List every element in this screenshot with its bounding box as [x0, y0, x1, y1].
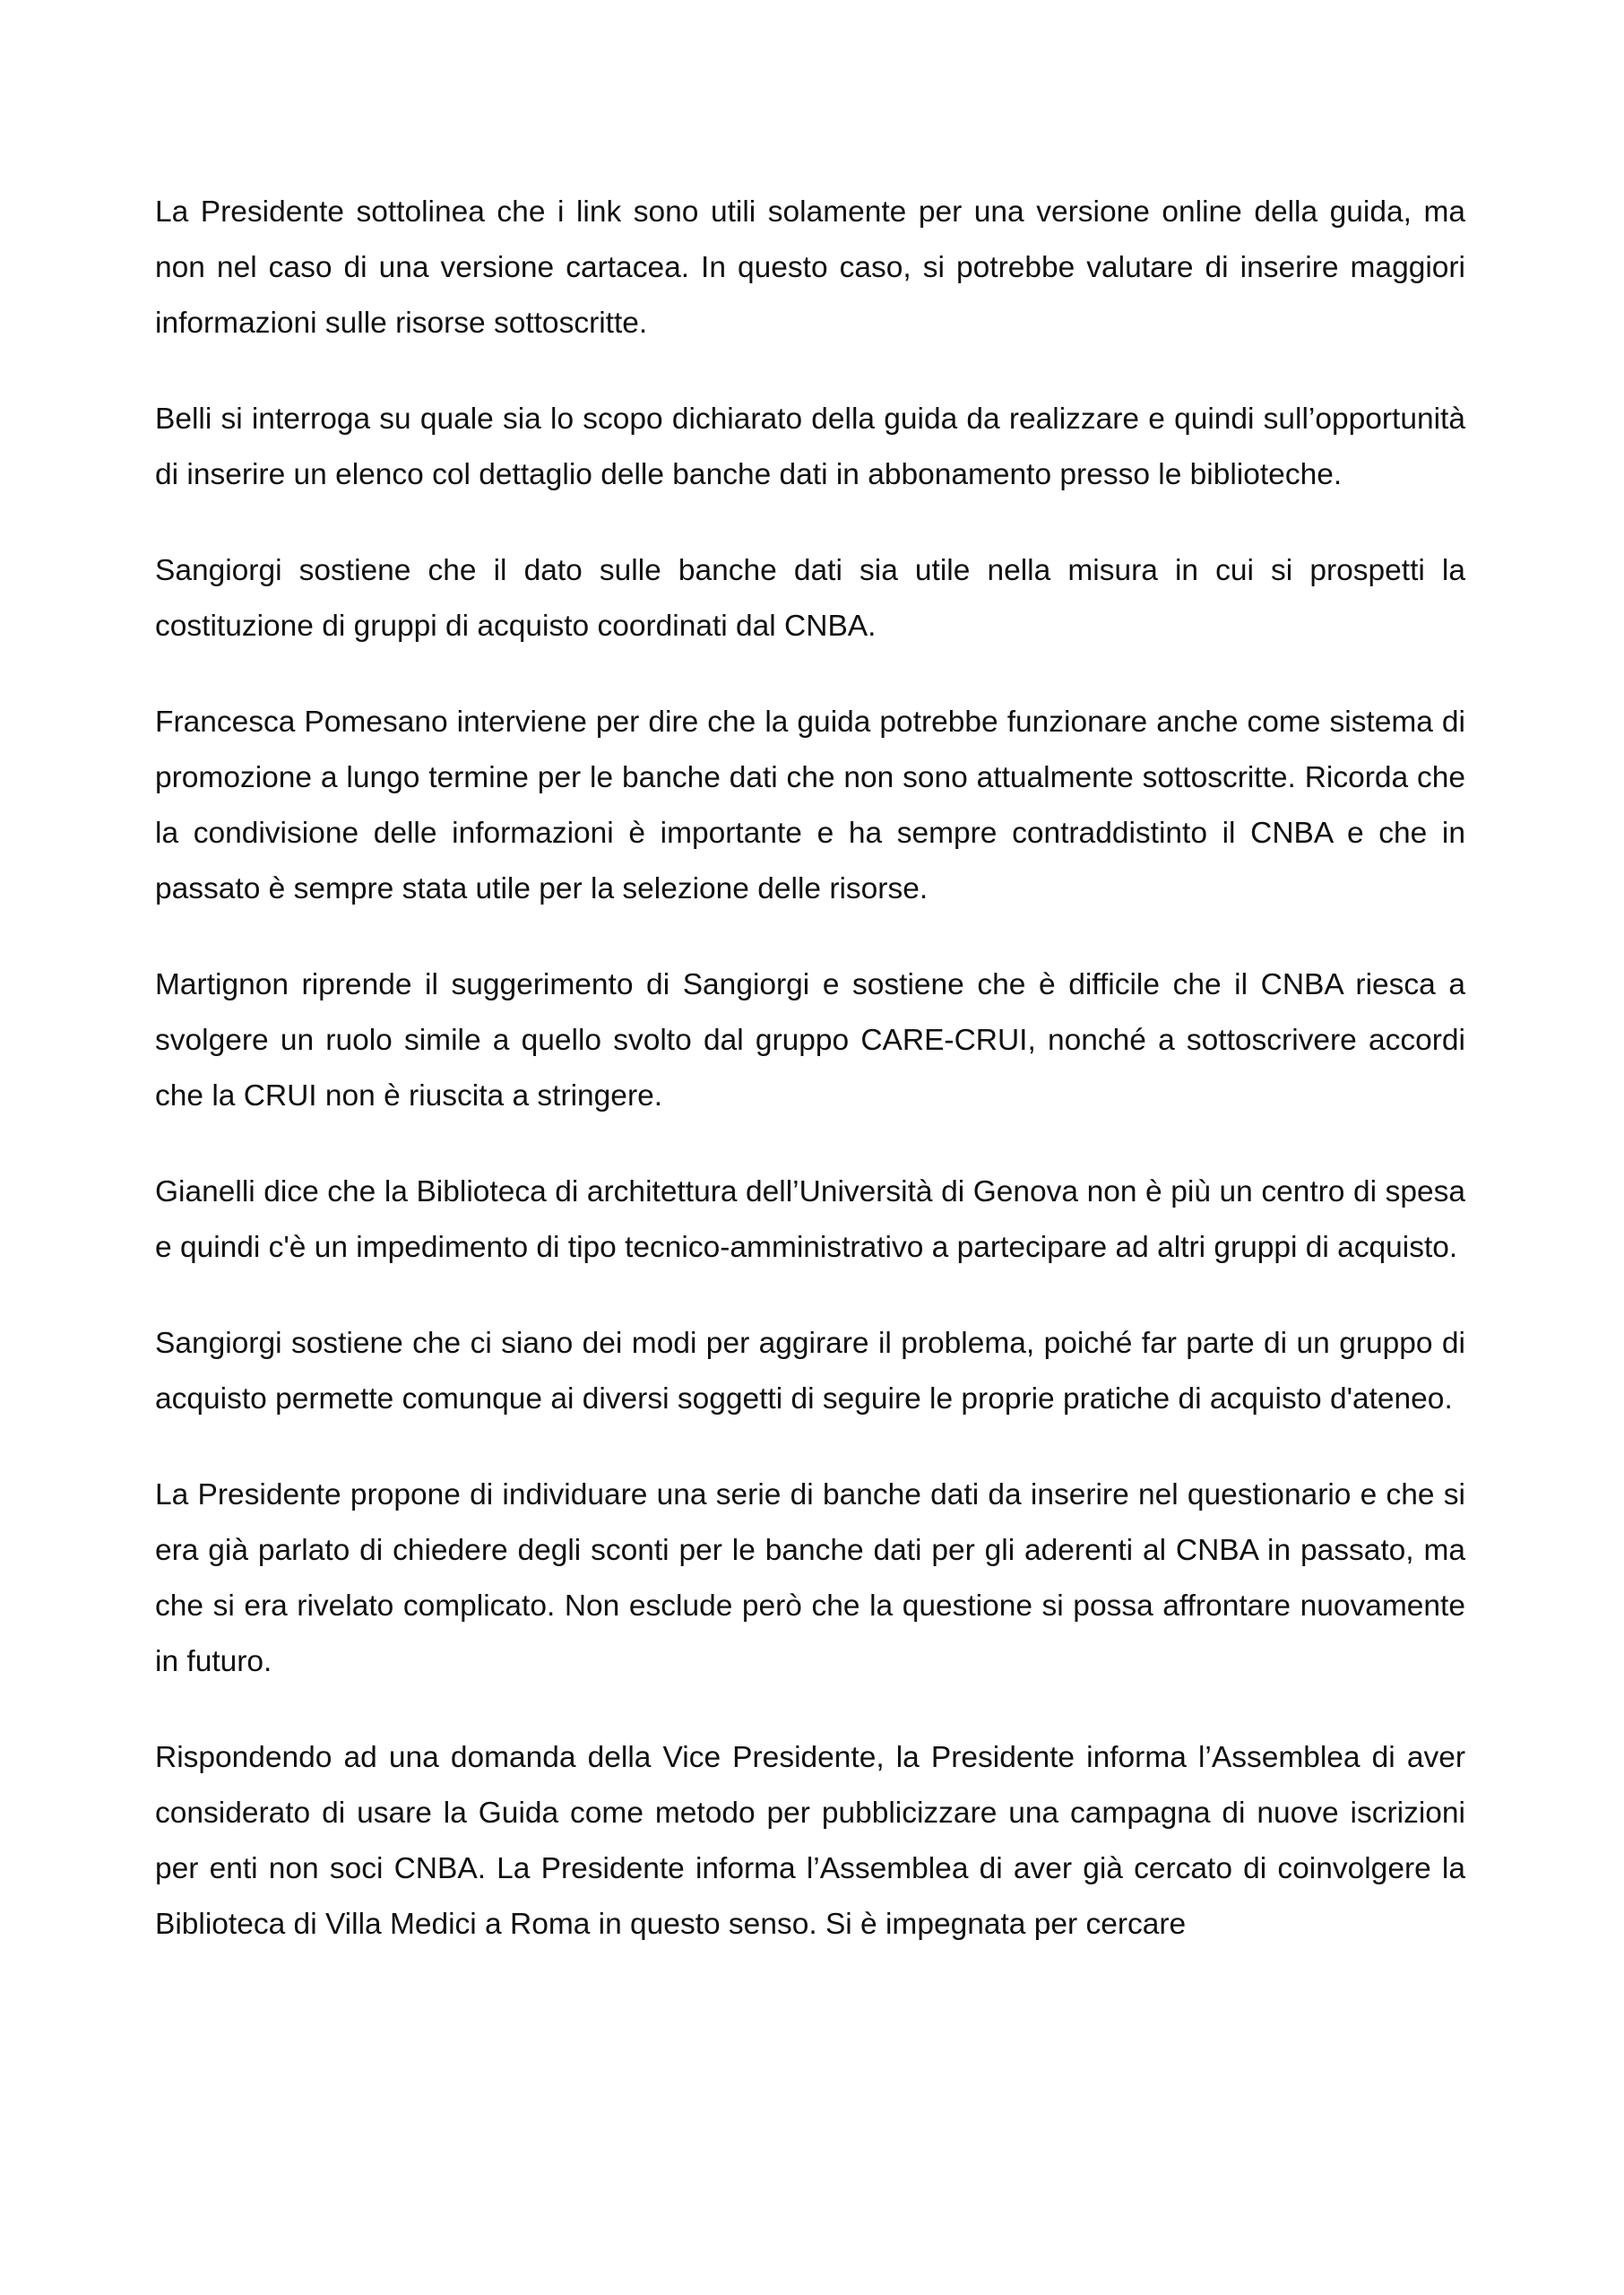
paragraph-2: Belli si interroga su quale sia lo scopo dichiarato della guida da realizzare e quindi sull’opportunità di inserire un elenco col dettaglio delle banche dati in abbonamento presso le biblioteche.: [155, 403, 1465, 491]
paragraph-1: La Presidente sottolinea che i link sono utili solamente per una versione online della guida, ma non nel caso di una versione cartacea. In questo caso, si potrebbe valutare di inserire maggiori informazioni sulle risorse sottoscritte.: [155, 195, 1465, 340]
document-body: [155, 185, 1465, 1953]
paragraph-7: Sangiorgi sostiene che ci siano dei modi per aggirare il problema, poiché far parte di un gruppo di acquisto permette comunque ai diversi soggetti di seguire le proprie pratiche di acquisto d'ateneo.: [155, 1327, 1465, 1416]
paragraph-5: Martignon riprende il suggerimento di Sangiorgi e sostiene che è difficile che il CNBA riesca a svolgere un ruolo simile a quello svolto dal gruppo CARE-CRUI, nonché a sottoscrivere accordi che la CRUI non è riuscita a stringere.: [155, 968, 1465, 1113]
paragraph-8: La Presidente propone di individuare una serie di banche dati da inserire nel questionario e che si era già parlato di chiedere degli sconti per le banche dati per gli aderenti al CNBA in passato, ma che si era rivelato complicato. Non esclude però che la questione si possa affrontare nuovamente in futuro.: [155, 1478, 1465, 1678]
paragraph-4: Francesca Pomesano interviene per dire che la guida potrebbe funzionare anche come sistema di promozione a lungo termine per le banche dati che non sono attualmente sottoscritte. Ricorda che la condivisione delle informazioni è importante e ha sempre contraddistinto il CNBA e che in passato è sempre stata utile per la selezione delle risorse.: [155, 706, 1465, 905]
paragraph-3: Sangiorgi sostiene che il dato sulle banche dati sia utile nella misura in cui si prospetti la costituzione di gruppi di acquisto coordinati dal CNBA.: [155, 554, 1465, 643]
paragraph-9: Rispondendo ad una domanda della Vice Presidente, la Presidente informa l’Assemblea di aver considerato di usare la Guida come metodo per pubblicizzare una campagna di nuove iscrizioni per enti non soci CNBA. La Presidente informa l’Assemblea di aver già cercato di coinvolgere la Biblioteca di Villa Medici a Roma in questo senso. Si è impegnata per cercare: [155, 1741, 1465, 1941]
paragraph-6: Gianelli dice che la Biblioteca di architettura dell’Università di Genova non è più un centro di spesa e quindi c'è un impedimento di tipo tecnico-amministrativo a partecipare ad altri gruppi di acquisto.: [155, 1175, 1465, 1264]
